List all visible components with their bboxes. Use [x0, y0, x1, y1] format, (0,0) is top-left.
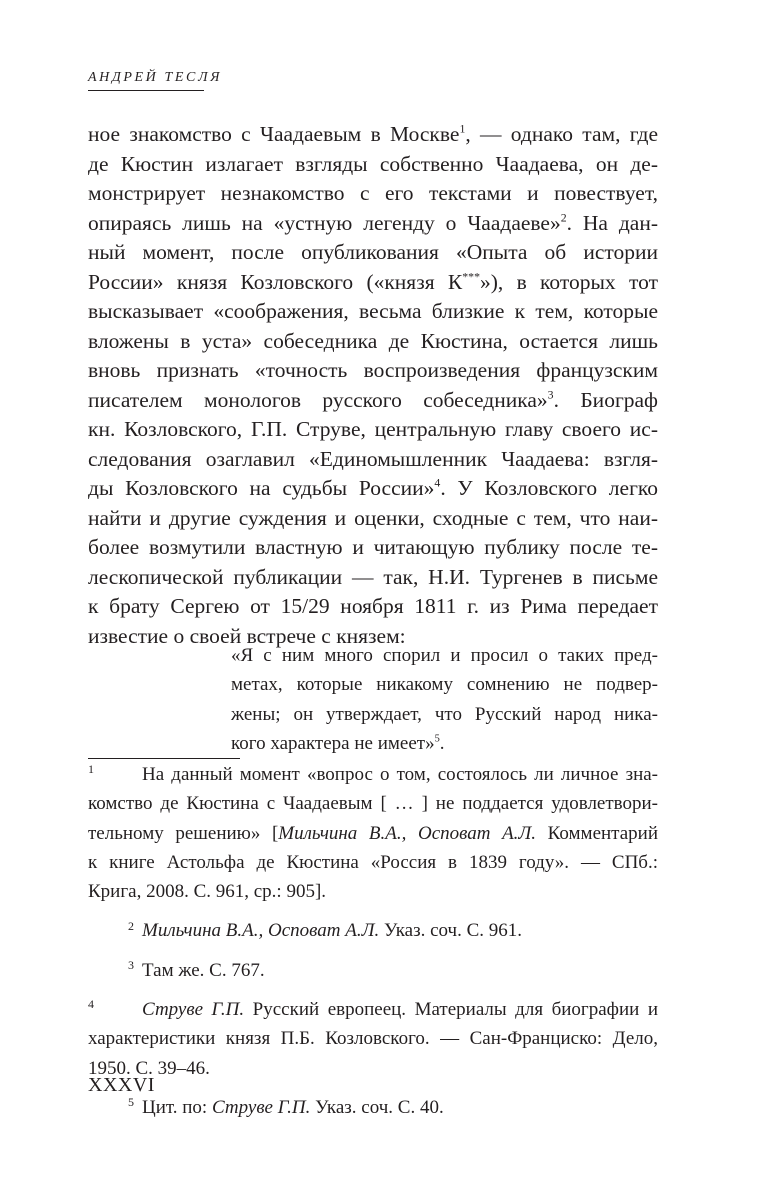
- text-line: известие о своей встрече с князем:: [88, 623, 406, 648]
- quote-line: метах, которые никакому сомнению не подвер-: [231, 674, 658, 696]
- footnote-separator: [88, 758, 240, 759]
- text-line: писателем монологов русского собеседника»$^3$. Биограф: [88, 387, 658, 412]
- text-line: найти и другие суждения и оценки, сходные с тем, что наи-: [88, 505, 658, 530]
- footnote-2: 2 Мильчина В.А., Осповат А.Л. Указ. соч. С. 961.: [128, 918, 523, 942]
- quote-line: жены; он утверждает, что Русский народ ника-: [231, 703, 658, 725]
- text-line: ный момент, после опубликования «Опыта об истории: [88, 240, 658, 264]
- quote-line: кого характера не имеет»$^5$.: [231, 732, 445, 754]
- text-line: к брату Сергею от 15/29 ноября 1811 г. из Рима передает: [88, 594, 658, 618]
- footnote-5: 5 Цит. по: Струве Г.П. Указ. соч. С. 40.: [128, 1095, 444, 1118]
- footnote-3: 3 Там же. С. 767.: [128, 958, 265, 981]
- text-line: России» князя Козловского («князя К***»), в которых тот: [88, 269, 658, 294]
- quote-line: «Я с ним много спорил и просил о таких пред-: [231, 645, 658, 666]
- author-name: Мильчина В.А., Осповат А.Л.: [278, 822, 537, 844]
- running-head: АНДРЕЙ ТЕСЛЯ: [88, 70, 204, 91]
- text-line: вновь признать «точность воспроизведения французским: [88, 358, 658, 382]
- text-line: вложены в уста» собеседника де Кюстина, остается лишь: [88, 328, 658, 353]
- footnote-ref[interactable]: 5: [434, 733, 440, 745]
- text-line: монстрирует незнакомство с его текстами и повествует,: [88, 181, 658, 205]
- text-line: более возмутили властную и читающую публику после те-: [88, 535, 658, 559]
- text-line: де Кюстин излагает взгляды собственно Чаадаева, он де-: [88, 151, 658, 176]
- author-name: Струве Г.П.: [211, 1096, 311, 1118]
- text-line: следования озаглавил «Единомышленник Чаадаева: взгля-: [88, 446, 658, 471]
- text-line: ное знакомство с Чаадаевым в Москве$^1$, — однако там, где: [88, 121, 658, 146]
- author-name: Струве Г.П.: [142, 999, 245, 1021]
- author-name: Мильчина В.А., Осповат А.Л.: [142, 920, 380, 942]
- text-line: ды Козловского на судьбы России»$^4$. У Козловского легко: [88, 475, 658, 500]
- page-number: XXXVI: [88, 1074, 155, 1096]
- text-line: кн. Козловского, Г.П. Струве, центральную главу своего ис-: [88, 417, 658, 441]
- footnote-ref[interactable]: 3: [547, 387, 554, 402]
- footnote-4: 4 Струве Г.П. Русский европеец. Материалы для биографии и характеристики князя П.Б. Козловского. — Сан-Франциско: Дело, 1950. С. 39–46.: [88, 997, 658, 1079]
- body-text: [88, 120, 658, 651]
- footnote-ref[interactable]: 2: [560, 210, 567, 225]
- text-line: опираясь лишь на «устную легенду о Чаадаеве»$^2$. На дан-: [88, 210, 659, 235]
- footnotes: [88, 760, 658, 1132]
- text-line: высказывает «соображения, весьма близкие к тем, которые: [88, 299, 658, 323]
- text-line: лескопической публикации — так, Н.И. Тургенев в письме: [88, 564, 658, 589]
- footnote-ref[interactable]: 1: [459, 121, 466, 136]
- asterisks: ***: [462, 269, 480, 284]
- footnote-1: 1 На данный момент «вопрос о том, состоялось ли личное зна- комство де Кюстина с Чаадаевым [ … ] не поддается удовлетвори- тельному решению» [Мильчина В.А., Осповат А.Л. Комментарий к книге Астольфа де Кюстина «Россия в 1839 году». — СПб.: Крига, 2008. С. 961, ср.: 905].: [88, 762, 658, 903]
- block-quote: [231, 641, 658, 758]
- footnote-ref[interactable]: 4: [434, 475, 441, 490]
